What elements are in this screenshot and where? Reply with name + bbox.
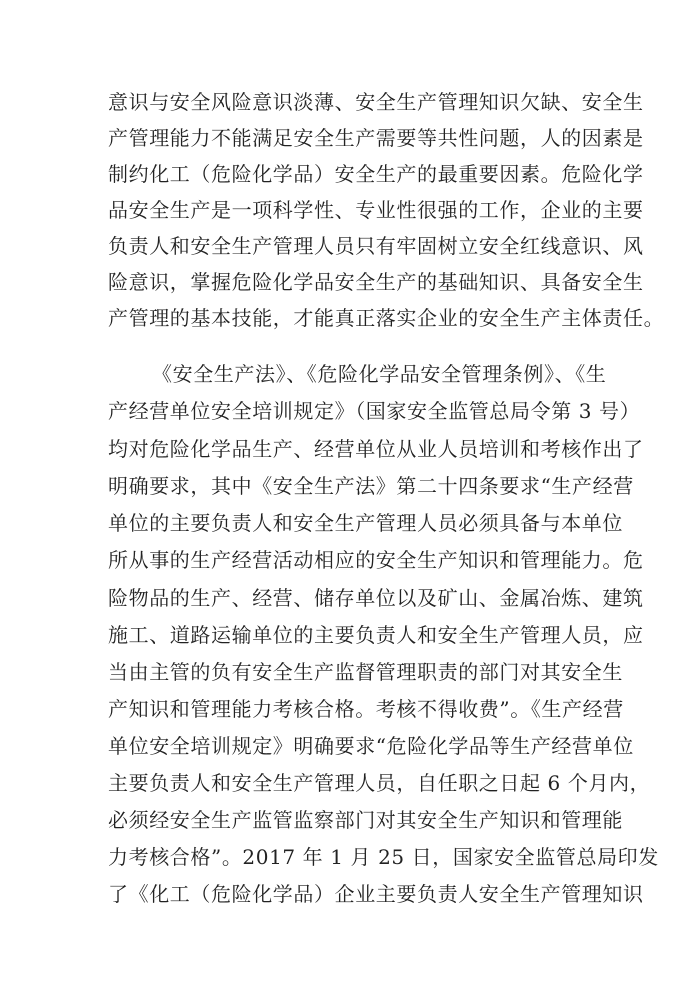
paragraph-1-line-7: 产管理的基本技能，才能真正落实企业的安全生产主体责任。 xyxy=(108,306,665,330)
paragraph-2-line-11: 单位安全培训规定》明确要求“危险化学品等生产经营单位 xyxy=(108,734,634,758)
paragraph-2-line-3: 均对危险化学品生产、经营单位从业人员培训和考核作出了 xyxy=(108,437,644,461)
paragraph-1-line-5: 负责人和安全生产管理人员只有牢固树立安全红线意识、风 xyxy=(108,234,644,258)
paragraph-2-line-8: 施工、道路运输单位的主要负责人和安全生产管理人员，应 xyxy=(108,623,644,647)
paragraph-2-line-7: 险物品的生产、经营、储存单位以及矿山、金属冶炼、建筑 xyxy=(108,586,644,610)
paragraph-2-line-2: 产经营单位安全培训规定》（国家安全监管总局令第 3 号） xyxy=(108,399,641,423)
paragraph-2-line-14: 力考核合格”。2017 年 1 月 25 日，国家安全监管总局印发 xyxy=(108,845,659,869)
paragraph-1-line-1: 意识与安全风险意识淡薄、安全生产管理知识欠缺、安全生 xyxy=(108,90,644,114)
paragraph-2-line-13: 必须经安全生产监管监察部门对其安全生产知识和管理能 xyxy=(108,808,623,832)
paragraph-1-line-4: 品安全生产是一项科学性、专业性很强的工作，企业的主要 xyxy=(108,198,644,222)
paragraph-1-line-6: 险意识，掌握危险化学品安全生产的基础知识、具备安全生 xyxy=(108,270,644,294)
paragraph-2-line-10: 产知识和管理能力考核合格。考核不得收费”。《生产经营 xyxy=(108,697,624,721)
paragraph-2-line-12: 主要负责人和安全生产管理人员，自任职之日起 6 个月内， xyxy=(108,771,651,795)
paragraph-2-line-15: 了《化工（危险化学品）企业主要负责人安全生产管理知识 xyxy=(108,882,644,906)
paragraph-2-line-4: 明确要求，其中《安全生产法》第二十四条要求“生产经营 xyxy=(108,474,634,498)
paragraph-2-line-5: 单位的主要负责人和安全生产管理人员必须具备与本单位 xyxy=(108,511,623,535)
paragraph-1-line-2: 产管理能力不能满足安全生产需要等共性问题，人的因素是 xyxy=(108,126,644,150)
paragraph-2-line-9: 当由主管的负有安全生产监督管理职责的部门对其安全生 xyxy=(108,660,623,684)
paragraph-1-line-3: 制约化工（危险化学品）安全生产的最重要因素。危险化学 xyxy=(108,162,644,186)
paragraph-2-line-6: 所从事的生产经营活动相应的安全生产知识和管理能力。危 xyxy=(108,548,644,572)
paragraph-2-line-1: 《安全生产法》、《危险化学品安全管理条例》、《生 xyxy=(152,362,607,386)
